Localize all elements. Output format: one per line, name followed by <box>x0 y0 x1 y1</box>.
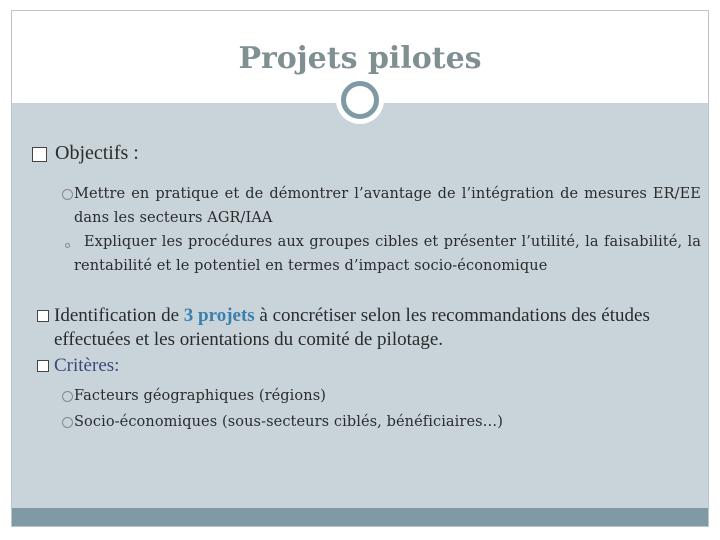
criteres-item-2: Socio-économiques (sous-secteurs ciblés, bénéficiaires…) <box>74 414 504 430</box>
objectifs-item-2: Expliquer les procédures aux groupes cibles et présenter l’utilité, la faisabilité, la rentabilité et le potentiel en termes d’impact socio-économique <box>74 234 701 274</box>
criteres-item-1: Facteurs géographiques (régions) <box>74 388 326 404</box>
square-bullet-icon <box>37 310 49 322</box>
circle-ornament <box>341 81 379 119</box>
circle-bullet-icon <box>62 189 73 200</box>
footer-bar <box>12 508 708 526</box>
identification-before: Identification de <box>54 305 184 326</box>
identification-text <box>54 304 704 352</box>
circle-bullet-icon <box>62 391 73 402</box>
criteres-heading: Critères: <box>54 355 120 376</box>
square-bullet-icon <box>32 147 47 162</box>
slide-title: Projets pilotes <box>238 41 482 76</box>
identification-after: à concrétiser selon les recommandations des études effectuées et les orientations du comité de pilotage. <box>54 305 650 350</box>
objectifs-item-1: Mettre en pratique et de démontrer l’avantage de l’intégration de mesures ER/EE dans les secteurs AGR/IAA <box>74 186 701 226</box>
small-circle-bullet-icon <box>65 243 70 248</box>
circle-bullet-icon <box>62 417 73 428</box>
slide-frame <box>11 10 709 527</box>
identification-highlight: 3 projets <box>183 305 255 326</box>
objectifs-heading: Objectifs : <box>55 142 139 164</box>
square-bullet-icon <box>37 360 49 372</box>
